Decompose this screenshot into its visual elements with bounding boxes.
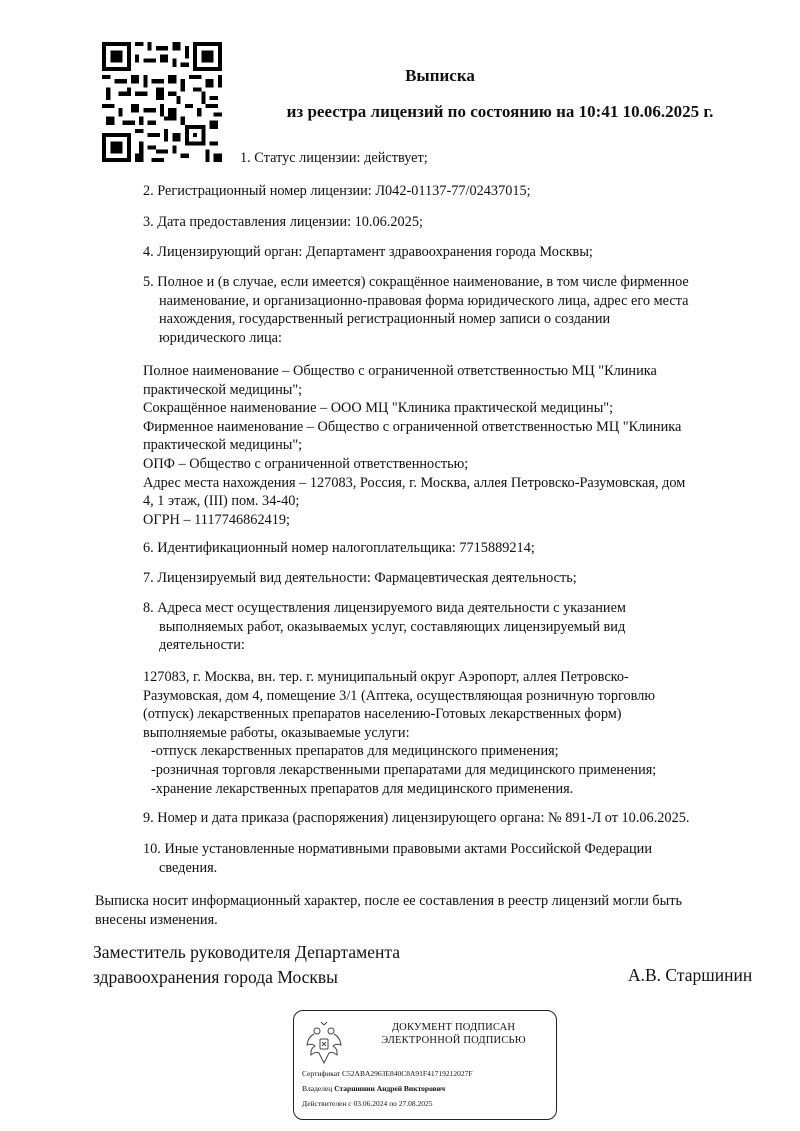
coat-of-arms-icon	[304, 1019, 344, 1067]
org-line: Полное наименование – Общество с ограниченной ответственностью МЦ "Клиника	[143, 363, 657, 379]
org-line: ОПФ – Общество с ограниченной ответственностью;	[143, 455, 469, 472]
item-4: 4. Лицензирующий орган: Департамент здравоохранения города Москвы;	[143, 244, 593, 260]
item-5-line: наименование, и организационно-правовая форма юридического лица, адрес его места	[159, 292, 689, 309]
org-line: практической медицины";	[143, 437, 303, 454]
service-line: -розничная торговля лекарственными препаратами для медицинского применения;	[151, 761, 657, 778]
owner-name: Старшинин Андрей Викторович	[334, 1084, 446, 1093]
stamp-certificate: Сертификат C52ABA2963E840C8A91F41719212027F	[302, 1069, 473, 1078]
address-line: выполняемые работы, оказываемые услуги:	[143, 724, 410, 741]
item-7: 7. Лицензируемый вид деятельности: Фармацевтическая деятельность;	[143, 570, 577, 586]
item-8-line: 8. Адреса мест осуществления лицензируемого вида деятельности с указанием	[143, 600, 626, 616]
org-line: практической медицины";	[143, 381, 303, 398]
org-line: Фирменное наименование – Общество с ограниченной ответственностью МЦ "Клиника	[143, 418, 682, 435]
item-5	[143, 273, 773, 347]
service-line: -отпуск лекарственных препаратов для медицинского применения;	[151, 743, 559, 760]
service-line: -хранение лекарственных препаратов для медицинского применения.	[151, 780, 574, 797]
item-8-line: выполняемых работ, оказываемых услуг, составляющих лицензируемый вид	[159, 618, 626, 635]
address-line: Разумовская, дом 4, помещение 3/1 (Аптека, осуществляющая розничную торговлю	[143, 687, 656, 704]
item-10-line: сведения.	[159, 859, 218, 876]
item-10	[143, 840, 773, 877]
signer-position	[93, 940, 400, 990]
document-title: Выписка	[405, 66, 475, 85]
document-subtitle: из реестра лицензий по состоянию на 10:41 10.06.2025 г.	[286, 102, 714, 121]
item-10-line: 10. Иные установленные нормативными правовыми актами Российской Федерации	[143, 841, 652, 857]
stamp-validity: Действителен с 03.06.2024 по 27.08.2025	[302, 1099, 433, 1108]
stamp-owner	[302, 1084, 445, 1093]
item-5-line: юридического лица:	[159, 329, 282, 346]
stamp-header	[356, 1021, 551, 1047]
note-line: внесены изменения.	[95, 911, 218, 928]
item-3: 3. Дата предоставления лицензии: 10.06.2025;	[143, 214, 423, 230]
item-8-line: деятельности:	[159, 637, 245, 654]
item-6: 6. Идентификационный номер налогоплательщика: 7715889214;	[143, 540, 535, 556]
address-line: (отпуск) лекарственных препаратов населению-Готовых лекарственных форм)	[143, 706, 622, 723]
item-5-line: нахождения, государственный регистрационный номер записи о создании	[159, 311, 611, 328]
org-line: 4, 1 этаж, (III) пом. 34-40;	[143, 493, 300, 510]
item-1: 1. Статус лицензии: действует;	[240, 150, 428, 166]
item-2: 2. Регистрационный номер лицензии: Л042-01137-77/02437015;	[143, 183, 531, 199]
disclaimer-note	[95, 892, 775, 929]
stamp-header-line: ДОКУМЕНТ ПОДПИСАН	[391, 1022, 516, 1033]
item-5-line: 5. Полное и (в случае, если имеется) сокращённое наименование, в том числе фирменное	[143, 274, 689, 290]
org-line: Сокращённое наименование – ООО МЦ "Клиника практической медицины";	[143, 400, 614, 417]
item-9: 9. Номер и дата приказа (распоряжения) лицензирующего органа: № 891-Л от 10.06.2025.	[143, 810, 690, 826]
electronic-signature-stamp	[293, 1010, 557, 1120]
note-line: Выписка носит информационный характер, после ее составления в реестр лицензий могли быть	[95, 893, 682, 909]
org-line: ОГРН – 1117746862419;	[143, 511, 291, 528]
signer-name: А.В. Старшинин	[628, 965, 753, 985]
position-line: здравоохранения города Москвы	[93, 967, 338, 987]
activity-address	[143, 668, 773, 798]
owner-label: Владелец	[302, 1084, 335, 1093]
position-line: Заместитель руководителя Департамента	[93, 942, 400, 962]
org-line: Адрес места нахождения – 127083, Россия, г. Москва, аллея Петровско-Разумовская, дом	[143, 474, 686, 491]
item-8	[143, 599, 773, 655]
stamp-header-line: ЭЛЕКТРОННОЙ ПОДПИСЬЮ	[381, 1035, 526, 1046]
address-line: 127083, г. Москва, вн. тер. г. муниципальный округ Аэропорт, аллея Петровско-	[143, 669, 629, 685]
organization-info	[143, 362, 773, 529]
